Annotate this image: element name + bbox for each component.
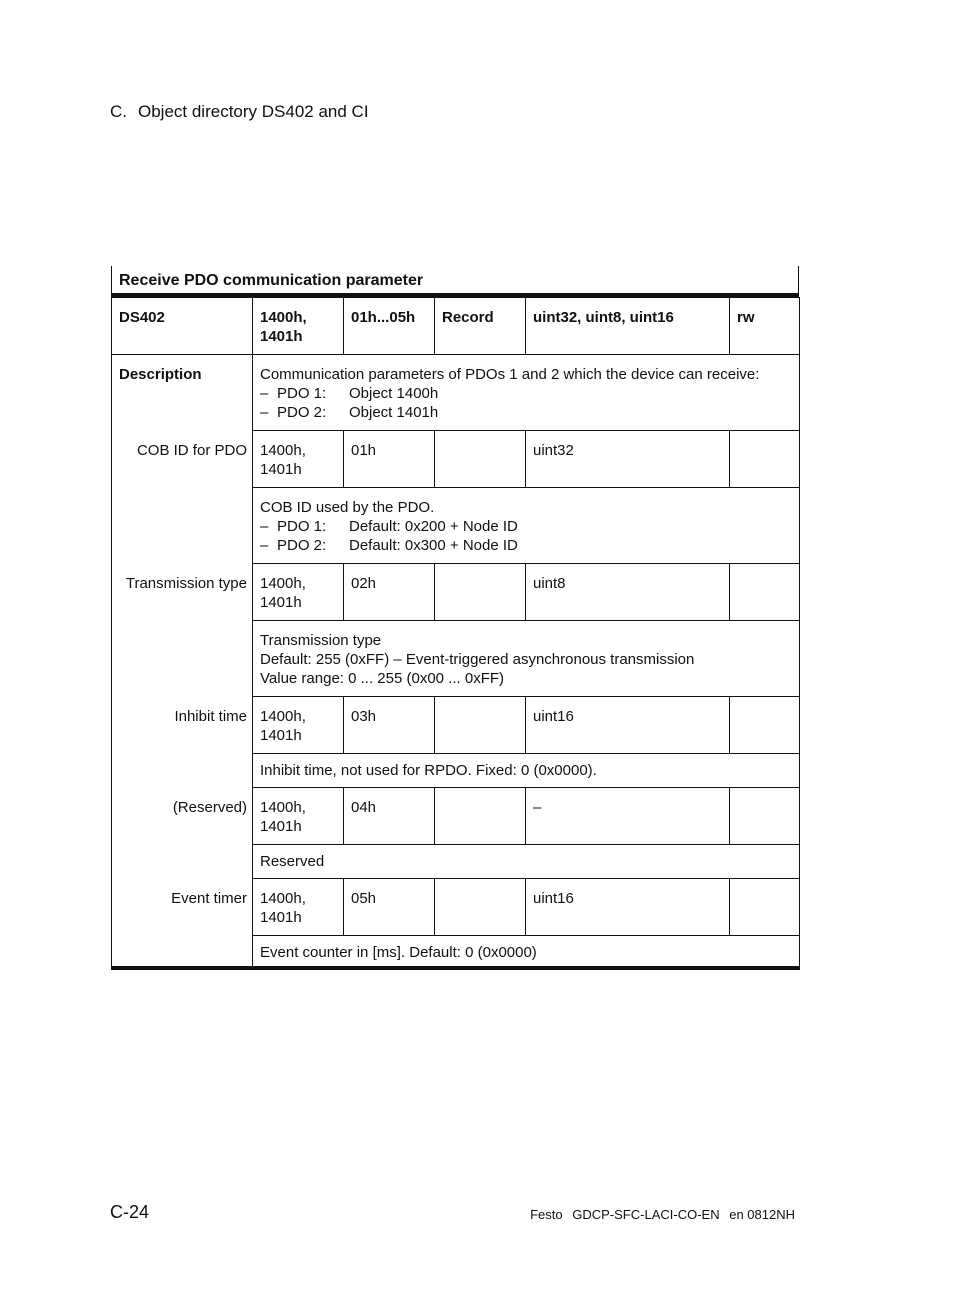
table-row: Event counter in [ms]. Default: 0 (0x0000) [112, 936, 800, 969]
head-index-1: 1400h, [260, 309, 307, 326]
param-label-reserved: (Reserved) [172, 798, 247, 816]
head-access: rw [737, 309, 755, 326]
footer-info [524, 1207, 795, 1222]
table-row: Inhibit time 1400h, 1401h 03h uint16 [112, 697, 800, 754]
head-datatype: uint32, uint8, uint16 [533, 309, 674, 326]
list-item: – PDO 1: Object 1400h [260, 385, 439, 402]
head-ds402: DS402 [119, 309, 165, 326]
table-row: Event timer 1400h, 1401h 05h uint16 [112, 879, 800, 936]
chapter-header [110, 102, 369, 122]
footer-doc-id: GDCP-SFC-LACI-CO-EN [572, 1207, 720, 1222]
param-label-inhibit-time: Inhibit time [174, 707, 247, 725]
page-number: C-24 [110, 1202, 150, 1222]
head-index-2: 1401h [260, 328, 303, 345]
chapter-number: C. [110, 102, 127, 121]
list-item: – PDO 2: Object 1401h [260, 404, 439, 421]
param-label-cob-id: COB ID for PDO [136, 441, 247, 459]
param-label-event-timer: Event timer [171, 889, 247, 907]
head-subindex: 01h...05h [351, 309, 416, 326]
table-row: Transmission type Default: 255 (0xFF) – Event-triggered asynchronous transmission Value range: 0 ... 255 (0x00 ... 0xFF) [112, 621, 800, 697]
table-row: COB ID for PDO 1400h, 1401h 01h uint32 [112, 431, 800, 488]
param-label-transmission-type: Transmission type [125, 574, 247, 592]
chapter-title: Object directory DS402 and CI [138, 102, 369, 121]
parameter-grid [111, 297, 800, 970]
table-row: Reserved [112, 845, 800, 879]
table-title: Receive PDO communication parameter [119, 272, 424, 289]
description-text: Communication parameters of PDOs 1 and 2 which the device can receive: [260, 366, 760, 383]
description-label: Description [119, 366, 202, 383]
table-row: (Reserved) 1400h, 1401h 04h – [112, 788, 800, 845]
list-item: – PDO 1: Default: 0x200 + Node ID [260, 518, 518, 535]
parameter-table [111, 266, 799, 970]
footer-company: Festo [530, 1207, 563, 1222]
table-row: Inhibit time, not used for RPDO. Fixed: 0 (0x0000). [112, 754, 800, 788]
list-item: – PDO 2: Default: 0x300 + Node ID [260, 537, 518, 554]
table-row: Transmission type 1400h, 1401h 02h uint8 [112, 564, 800, 621]
table-head-row [112, 298, 800, 355]
table-title-row [111, 266, 799, 297]
description-row [112, 355, 800, 431]
head-type: Record [442, 309, 494, 326]
table-row: COB ID used by the PDO. – PDO 1: Default: 0x200 + Node ID – PDO 2: Default: 0x300 + Node ID [112, 488, 800, 564]
footer-revision: en 0812NH [729, 1207, 795, 1222]
